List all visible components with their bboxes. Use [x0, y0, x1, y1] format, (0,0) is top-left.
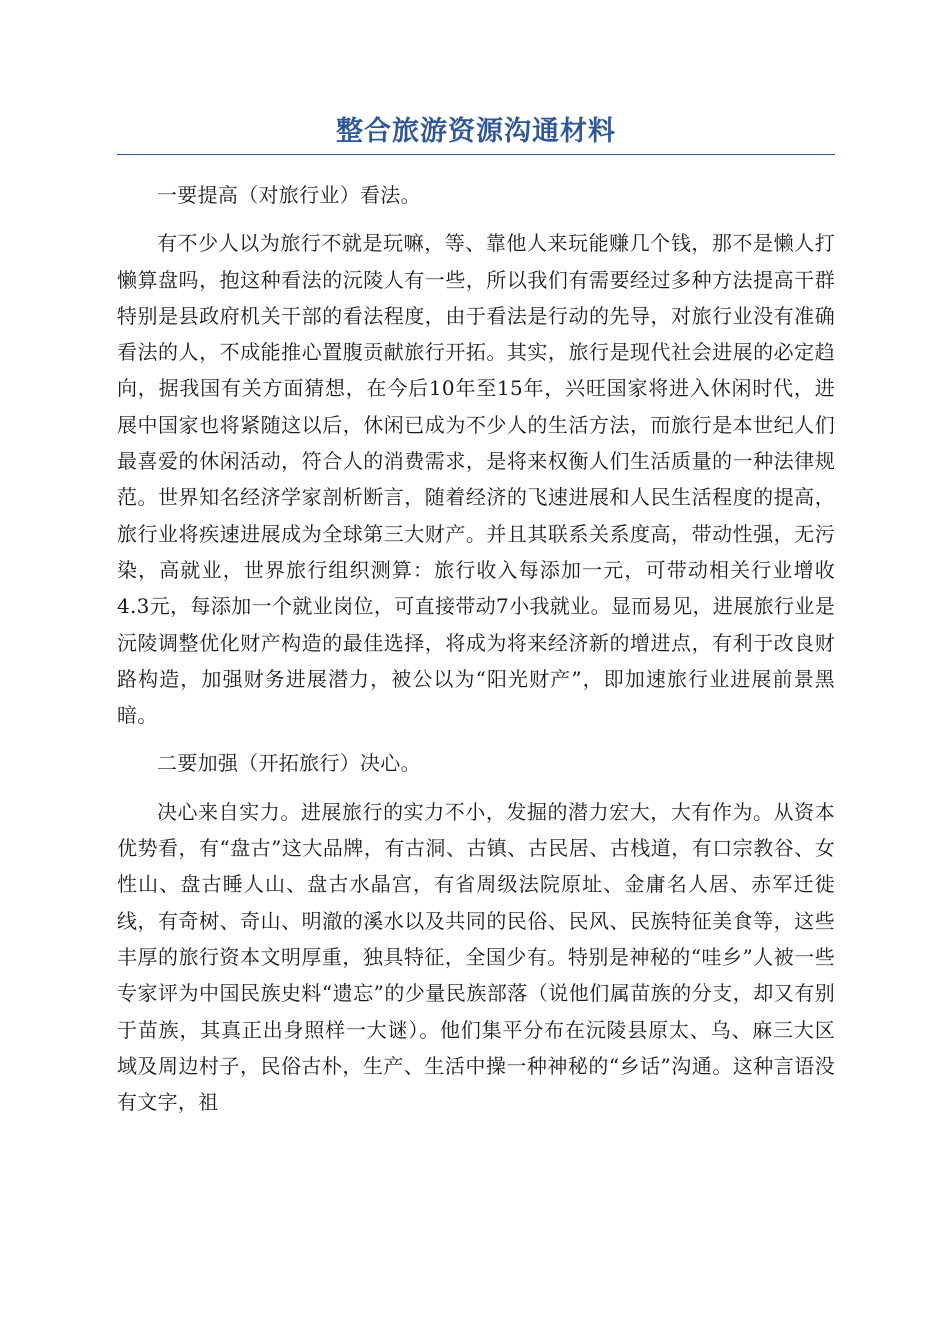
document-page [117, 112, 835, 1120]
section-heading-2: 二要加强（开拓旅行）决心。 [157, 751, 421, 776]
document-title: 整合旅游资源沟通材料 [117, 112, 835, 155]
body-paragraph-2: 决心来自实力。进展旅行的实力不小，发掘的潜力宏大，大有作为。从资本优势看，有“盘古”这大品牌，有古洞、古镇、古民居、古栈道，有口宗教谷、女性山、盘古睡人山、盘古水晶宫，有省周级法院原址、金庸名人居、赤军迁徙线，有奇树、奇山、明澈的溪水以及共同的民俗、民风、民族特征美食等，这些丰厚的旅行资本文明厚重，独具特征，全国少有。特别是神秘的“哇乡”人被一些专家评为中国民族史料“遗忘”的少量民族部落（说他们属苗族的分支，却又有别于苗族，其真正出身照样一大谜）。他们集平分布在沅陵县原太、乌、麻三大区域及周边村子，民俗古朴，生产、生活中操一种神秘的“乡话”沟通。这种言语没有文字，祖 [117, 799, 835, 1115]
section-heading-1: 一要提高（对旅行业）看法。 [157, 183, 421, 207]
body-paragraph-1: 有不少人以为旅行不就是玩嘛，等、靠他人来玩能赚几个钱，那不是懒人打懒算盘吗，抱这种看法的沅陵人有一些，所以我们有需要经过多种方法提高干群特别是县政府机关干部的看法程度，由于看法是行动的先导，对旅行业没有准确看法的人，不成能推心置腹贡献旅行开拓。其实，旅行是现代社会进展的必定趋向，据我国有关方面猜想，在今后10年至15年，兴旺国家将进入休闲时代，进展中国家也将紧随这以后，休闲已成为不少人的生活方法，而旅行是本世纪人们最喜爱的休闲活动，符合人的消费需求，是将来权衡人们生活质量的一种法律规范。世界知名经济学家剖析断言，随着经济的飞速进展和人民生活程度的提高，旅行业将疾速进展成为全球第三大财产。并且其联系关系度高，带动性强，无污染，高就业，世界旅行组织测算：旅行收入每添加一元，可带动相关行业增收4.3元，每添加一个就业岗位，可直接带动7小我就业。显而易见，进展旅行业是沅陵调整优化财产构造的最佳选择，将成为将来经济新的增进点，有利于改良财路构造，加强财务进展潜力，被公以为“阳光财产”，即加速旅行业进展前景黑暗。 [117, 231, 835, 728]
